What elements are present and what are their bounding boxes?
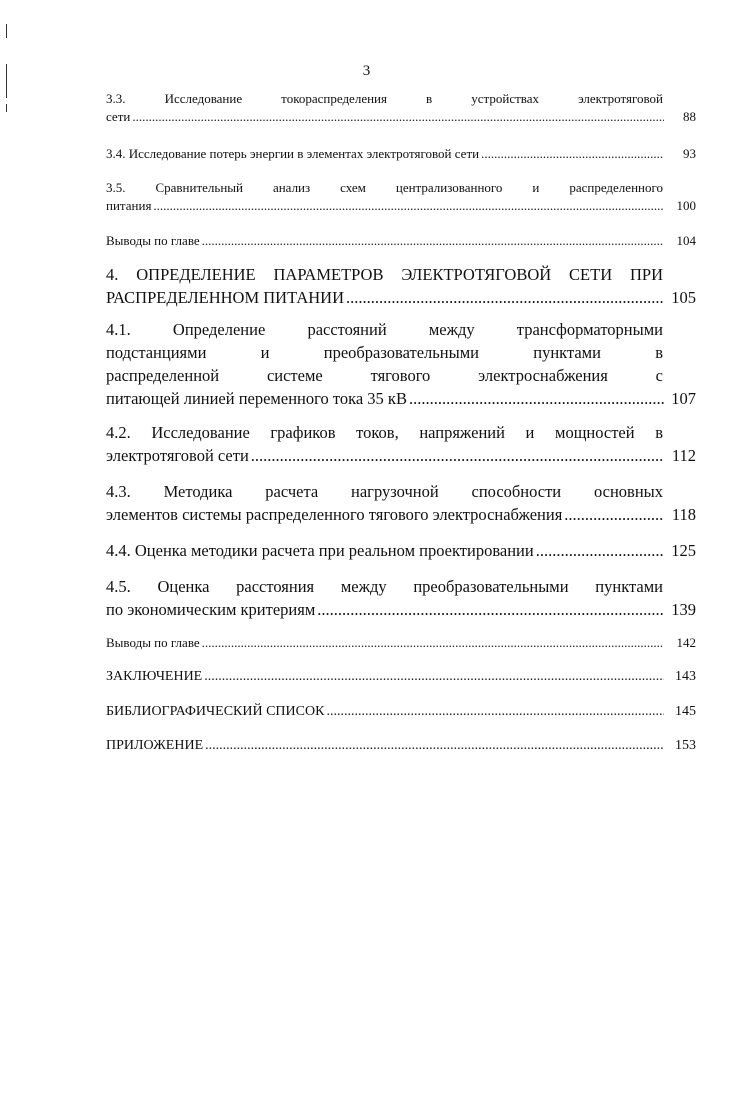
toc-entry-3-3 [106, 90, 696, 126]
toc-entry-4-2 [106, 421, 696, 467]
toc-entry-title: БИБЛИОГРАФИЧЕСКИЙ СПИСОК [106, 704, 325, 719]
dot-leader [326, 703, 664, 721]
toc-entry-title: 4.1. Определение расстояний между трансформаторными [106, 320, 663, 339]
toc-entry-title: Выводы по главе [106, 233, 200, 248]
dot-leader [409, 387, 664, 410]
toc-entry-4-1 [106, 318, 696, 410]
toc-entry-title: 4.2. Исследование графиков токов, напряжений и мощностей в [106, 423, 663, 442]
toc-entry-title-cont: подстанциями и преобразовательными пунктами в [106, 343, 663, 362]
toc-entry-title: 4.4. Оценка методики расчета при реальном проектировании [106, 541, 534, 560]
toc-page-number: 88 [683, 109, 696, 124]
toc-page-number: 143 [675, 669, 696, 684]
toc-entry-4-3 [106, 480, 696, 526]
toc-entry-title-cont: питающей линией переменного тока 35 кВ [106, 389, 407, 408]
toc-page-number: 112 [671, 446, 696, 465]
toc-entry-title-cont: сети [106, 109, 131, 124]
dot-leader [205, 737, 664, 755]
toc-page-number: 145 [675, 704, 696, 719]
toc-entry-3-4 [106, 145, 696, 163]
dot-leader [202, 232, 664, 250]
dot-leader [251, 444, 664, 467]
toc-page-number: 118 [671, 505, 696, 524]
toc-entry-chapter-4 [106, 263, 696, 309]
toc-page-number: 153 [675, 738, 696, 753]
toc-entry-title: 3.3. Исследование токораспределения в устройствах электротяговой [106, 91, 663, 106]
toc-entry-4-4 [106, 539, 696, 562]
toc-entry-title-cont: по экономическим критериям [106, 600, 316, 619]
toc-entry-conclusions-4 [106, 634, 696, 652]
toc-entry-title: 3.5. Сравнительный анализ схем централизованного и распределенного [106, 180, 663, 195]
scan-artifact [6, 104, 7, 112]
toc-entry-title: 4.5. Оценка расстояния между преобразовательными пунктами [106, 577, 663, 596]
dot-leader [346, 286, 664, 309]
toc-entry-title-cont: распределенной системе тягового электроснабжения с [106, 366, 663, 385]
toc-page-number: 125 [671, 541, 696, 560]
toc-entry-title-cont: элементов системы распределенного тягового электроснабжения [106, 505, 563, 524]
dot-leader [564, 503, 664, 526]
toc-entry-3-5 [106, 179, 696, 215]
dot-leader [536, 539, 664, 562]
toc-entry-4-5 [106, 575, 696, 621]
toc-entry-title: 4.3. Методика расчета нагрузочной способности основных [106, 482, 663, 501]
toc-entry-bibliography [106, 703, 696, 721]
dot-leader [204, 668, 664, 686]
toc-page-number: 93 [683, 146, 696, 161]
toc-entry-title: 4. ОПРЕДЕЛЕНИЕ ПАРАМЕТРОВ ЭЛЕКТРОТЯГОВОЙ СЕТИ ПРИ [106, 265, 663, 284]
toc-entry-title-cont: РАСПРЕДЕЛЕННОМ ПИТАНИИ [106, 288, 345, 307]
toc-page-number: 142 [676, 635, 696, 650]
toc-page-number: 100 [676, 198, 696, 213]
toc-entry-title: ЗАКЛЮЧЕНИЕ [106, 669, 203, 684]
toc-page-number: 104 [676, 233, 696, 248]
toc-entry-conclusions-3 [106, 232, 696, 250]
toc-entry-title: Выводы по главе [106, 635, 200, 650]
toc-entry-title-cont: электротяговой сети [106, 446, 249, 465]
dot-leader [317, 598, 664, 621]
toc-entry-title: 3.4. Исследование потерь энергии в элементах электротяговой сети [106, 146, 480, 161]
toc-page-number: 107 [671, 389, 696, 408]
toc-entry-appendix [106, 737, 696, 755]
dot-leader [202, 634, 664, 652]
scan-artifact [6, 24, 7, 38]
toc-entry-title-cont: питания [106, 198, 152, 213]
toc-page-number: 139 [671, 600, 696, 619]
toc-page-number: 105 [671, 288, 696, 307]
toc-entry-conclusion [106, 668, 696, 686]
dot-leader [153, 197, 664, 215]
dot-leader [132, 108, 664, 126]
toc-entry-title: ПРИЛОЖЕНИЕ [106, 738, 204, 753]
page-number: 3 [362, 63, 371, 79]
dot-leader [481, 145, 664, 163]
